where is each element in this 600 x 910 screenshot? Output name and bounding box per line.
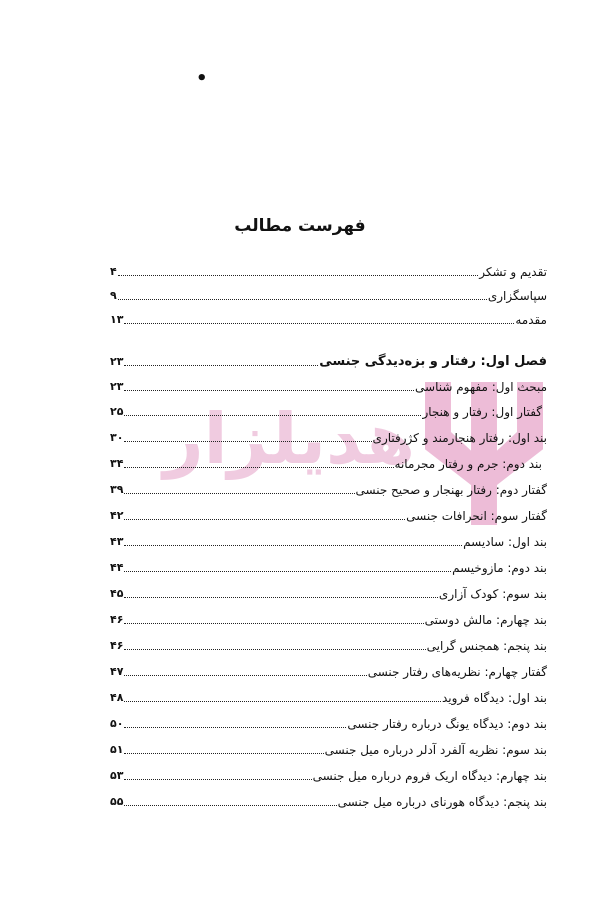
leader-dots bbox=[124, 675, 366, 676]
toc-entry-page: ۲۳ bbox=[110, 355, 124, 368]
leader-dots bbox=[124, 571, 451, 572]
toc-entry-page: ۹ bbox=[110, 289, 117, 302]
toc-entry bbox=[110, 504, 547, 524]
toc-entry-page: ۵۵ bbox=[110, 795, 124, 808]
leader-dots bbox=[124, 727, 346, 728]
leader-dots bbox=[124, 805, 336, 806]
toc-entry-page: ۳۰ bbox=[110, 431, 124, 444]
toc-entry-label: بند اول: رفتار هنجارمند و کژرفتاری bbox=[372, 431, 547, 445]
toc-entry-label: بند چهارم: دیدگاه اریک فروم درباره میل جنسی bbox=[312, 769, 547, 783]
leader-dots bbox=[124, 323, 514, 324]
leader-dots bbox=[124, 597, 437, 598]
toc-entry bbox=[110, 738, 547, 758]
toc-entry-page: ۴۶ bbox=[110, 639, 124, 652]
toc-entry bbox=[110, 556, 547, 576]
toc-entry bbox=[110, 284, 547, 304]
leader-dots bbox=[124, 441, 371, 442]
toc-entry-page: ۴۲ bbox=[110, 509, 124, 522]
toc-entry bbox=[110, 308, 547, 328]
toc-entry bbox=[110, 478, 547, 498]
toc-entry bbox=[110, 400, 542, 420]
toc-entry-label: بند دوم: دیدگاه یونگ درباره رفتار جنسی bbox=[347, 717, 547, 731]
leader-dots bbox=[124, 753, 323, 754]
toc-entry bbox=[110, 452, 542, 472]
toc-entry-label: بند اول: دیدگاه فروید bbox=[441, 691, 547, 705]
toc-entry bbox=[110, 582, 547, 602]
leader-dots bbox=[124, 519, 405, 520]
leader-dots bbox=[124, 623, 423, 624]
toc-entry-label: گفتار اول: رفتار و هنجار bbox=[422, 405, 542, 419]
toc-entry-page: ۴۳ bbox=[110, 535, 124, 548]
toc-entry bbox=[110, 790, 547, 810]
toc-entry bbox=[110, 764, 547, 784]
toc-title: فهرست مطالب bbox=[234, 216, 366, 236]
toc-entry-label: مبحث اول: مفهوم شناسی bbox=[415, 380, 547, 394]
leader-dots bbox=[124, 365, 318, 366]
toc-entry bbox=[110, 426, 547, 446]
toc-entry-label: تقدیم و تشکر bbox=[479, 265, 547, 279]
toc-entry-label: سپاسگزاری bbox=[487, 289, 547, 303]
toc-entry-label: گفتار چهارم: نظریه‌های رفتار جنسی bbox=[367, 665, 547, 679]
leader-dots bbox=[124, 701, 441, 702]
toc-entry-page: ۵۰ bbox=[110, 717, 124, 730]
watermark-text: هدیلزار bbox=[163, 398, 415, 480]
toc-entry-label: گفتار سوم: انحرافات جنسی bbox=[406, 509, 547, 523]
toc-entry-page: ۲۳ bbox=[110, 380, 124, 393]
leader-dots bbox=[124, 545, 462, 546]
toc-entry bbox=[110, 608, 547, 628]
leader-dots bbox=[124, 493, 354, 494]
leader-dots bbox=[118, 299, 487, 300]
toc-entry-page: ۴۵ bbox=[110, 587, 124, 600]
toc-entry-page: ۴۷ bbox=[110, 665, 124, 678]
toc-entry-label: مقدمه bbox=[515, 313, 547, 327]
toc-entry-page: ۳۹ bbox=[110, 483, 124, 496]
toc-entry bbox=[110, 530, 547, 550]
toc-entry bbox=[110, 375, 547, 395]
toc-entry-label: بند سوم: کودک آزاری bbox=[438, 587, 547, 601]
toc-entry-label: بند پنجم: دیدگاه هورنای درباره میل جنسی bbox=[337, 795, 547, 809]
toc-entry bbox=[110, 712, 547, 732]
toc-entry-label: بند دوم: جرم و رفتار مجرمانه bbox=[394, 457, 542, 471]
toc-entry-page: ۲۵ bbox=[110, 405, 124, 418]
leader-dots bbox=[124, 779, 311, 780]
toc-entry-page: ۴ bbox=[110, 265, 117, 278]
toc-entry bbox=[110, 660, 547, 680]
toc-entry-page: ۴۸ bbox=[110, 691, 124, 704]
toc-entry-label: بند سوم: نظریه آلفرد آدلر درباره میل جنسی bbox=[324, 743, 547, 757]
toc-entry-page: ۴۶ bbox=[110, 613, 124, 626]
toc-entry bbox=[110, 686, 547, 706]
leader-dots bbox=[124, 390, 414, 391]
toc-entry bbox=[110, 634, 547, 654]
toc-entry-label: بند اول: سادیسم bbox=[463, 535, 547, 549]
toc-chapter-entry bbox=[110, 350, 547, 370]
toc-entry bbox=[110, 260, 547, 280]
toc-entry-label: بند پنجم: همجنس گرایی bbox=[426, 639, 547, 653]
toc-entry-page: ۱۳ bbox=[110, 313, 124, 326]
toc-entry-page: ۵۳ bbox=[110, 769, 124, 782]
toc-entry-page: ۵۱ bbox=[110, 743, 124, 756]
leader-dots bbox=[124, 649, 425, 650]
leader-dots bbox=[118, 275, 479, 276]
toc-entry-label: فصل اول: رفتار و بزه‌دیدگی جنسی bbox=[319, 354, 547, 369]
leader-dots bbox=[124, 467, 393, 468]
toc-entry-label: گفتار دوم: رفتار بهنجار و صحیح جنسی bbox=[355, 483, 547, 497]
toc-entry-page: ۳۴ bbox=[110, 457, 124, 470]
leader-dots bbox=[124, 415, 421, 416]
toc-entry-label: بند چهارم: مالش دوستی bbox=[424, 613, 547, 627]
toc-entry-page: ۴۴ bbox=[110, 561, 124, 574]
page-marker: • bbox=[196, 68, 208, 89]
toc-entry-label: بند دوم: مازوخیسم bbox=[452, 561, 547, 575]
